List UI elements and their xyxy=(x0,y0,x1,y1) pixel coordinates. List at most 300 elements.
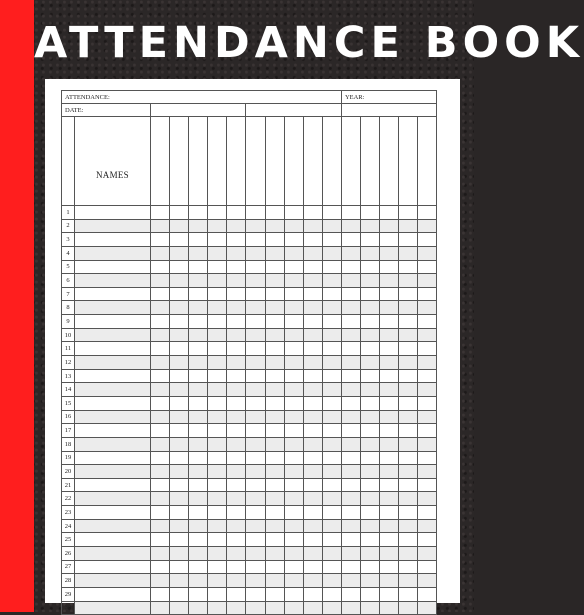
attendance-cell[interactable] xyxy=(361,206,380,220)
attendance-cell[interactable] xyxy=(361,465,380,479)
attendance-cell[interactable] xyxy=(265,519,284,533)
attendance-cell[interactable] xyxy=(380,342,399,356)
attendance-cell[interactable] xyxy=(189,587,208,601)
day-header-cell[interactable] xyxy=(418,117,437,206)
name-cell[interactable] xyxy=(75,601,151,615)
attendance-cell[interactable] xyxy=(227,287,246,301)
attendance-cell[interactable] xyxy=(170,492,189,506)
attendance-cell[interactable] xyxy=(284,328,303,342)
attendance-cell[interactable] xyxy=(227,233,246,247)
attendance-cell[interactable] xyxy=(341,206,360,220)
attendance-cell[interactable] xyxy=(303,451,322,465)
attendance-cell[interactable] xyxy=(399,587,418,601)
name-cell[interactable] xyxy=(75,560,151,574)
attendance-cell[interactable] xyxy=(265,206,284,220)
attendance-cell[interactable] xyxy=(246,396,265,410)
attendance-cell[interactable] xyxy=(265,478,284,492)
name-cell[interactable] xyxy=(75,547,151,561)
attendance-cell[interactable] xyxy=(418,206,437,220)
attendance-cell[interactable] xyxy=(170,383,189,397)
attendance-cell[interactable] xyxy=(227,478,246,492)
attendance-cell[interactable] xyxy=(284,560,303,574)
attendance-cell[interactable] xyxy=(284,410,303,424)
attendance-cell[interactable] xyxy=(399,437,418,451)
attendance-cell[interactable] xyxy=(418,233,437,247)
attendance-cell[interactable] xyxy=(227,260,246,274)
attendance-cell[interactable] xyxy=(189,383,208,397)
day-header-cell[interactable] xyxy=(380,117,399,206)
attendance-cell[interactable] xyxy=(227,587,246,601)
attendance-cell[interactable] xyxy=(227,246,246,260)
attendance-cell[interactable] xyxy=(303,369,322,383)
attendance-cell[interactable] xyxy=(227,206,246,220)
attendance-cell[interactable] xyxy=(189,206,208,220)
attendance-cell[interactable] xyxy=(399,506,418,520)
date-week-cell[interactable] xyxy=(151,104,246,117)
day-header-cell[interactable] xyxy=(151,117,170,206)
attendance-cell[interactable] xyxy=(284,342,303,356)
attendance-cell[interactable] xyxy=(399,233,418,247)
attendance-cell[interactable] xyxy=(246,574,265,588)
attendance-cell[interactable] xyxy=(227,396,246,410)
name-cell[interactable] xyxy=(75,342,151,356)
attendance-cell[interactable] xyxy=(151,424,170,438)
attendance-cell[interactable] xyxy=(322,342,341,356)
attendance-cell[interactable] xyxy=(341,328,360,342)
attendance-cell[interactable] xyxy=(284,369,303,383)
day-header-cell[interactable] xyxy=(361,117,380,206)
attendance-cell[interactable] xyxy=(151,547,170,561)
attendance-cell[interactable] xyxy=(284,301,303,315)
attendance-cell[interactable] xyxy=(380,451,399,465)
attendance-cell[interactable] xyxy=(418,328,437,342)
attendance-cell[interactable] xyxy=(284,396,303,410)
attendance-cell[interactable] xyxy=(361,478,380,492)
attendance-cell[interactable] xyxy=(322,369,341,383)
attendance-cell[interactable] xyxy=(399,383,418,397)
attendance-cell[interactable] xyxy=(208,233,227,247)
attendance-cell[interactable] xyxy=(361,492,380,506)
attendance-cell[interactable] xyxy=(399,465,418,479)
attendance-cell[interactable] xyxy=(246,356,265,370)
attendance-cell[interactable] xyxy=(208,396,227,410)
attendance-cell[interactable] xyxy=(208,356,227,370)
attendance-cell[interactable] xyxy=(399,410,418,424)
attendance-cell[interactable] xyxy=(227,424,246,438)
attendance-cell[interactable] xyxy=(380,260,399,274)
attendance-cell[interactable] xyxy=(361,342,380,356)
attendance-cell[interactable] xyxy=(380,424,399,438)
attendance-cell[interactable] xyxy=(418,587,437,601)
attendance-cell[interactable] xyxy=(303,465,322,479)
attendance-cell[interactable] xyxy=(303,315,322,329)
attendance-cell[interactable] xyxy=(208,492,227,506)
attendance-cell[interactable] xyxy=(380,506,399,520)
name-cell[interactable] xyxy=(75,396,151,410)
attendance-cell[interactable] xyxy=(303,587,322,601)
attendance-cell[interactable] xyxy=(361,451,380,465)
attendance-cell[interactable] xyxy=(284,506,303,520)
name-cell[interactable] xyxy=(75,369,151,383)
attendance-cell[interactable] xyxy=(151,301,170,315)
attendance-cell[interactable] xyxy=(361,233,380,247)
attendance-cell[interactable] xyxy=(227,315,246,329)
attendance-cell[interactable] xyxy=(361,587,380,601)
attendance-cell[interactable] xyxy=(151,574,170,588)
attendance-cell[interactable] xyxy=(418,465,437,479)
attendance-cell[interactable] xyxy=(170,451,189,465)
attendance-cell[interactable] xyxy=(303,274,322,288)
name-cell[interactable] xyxy=(75,410,151,424)
attendance-cell[interactable] xyxy=(208,219,227,233)
attendance-cell[interactable] xyxy=(246,233,265,247)
attendance-cell[interactable] xyxy=(418,274,437,288)
attendance-cell[interactable] xyxy=(246,547,265,561)
attendance-cell[interactable] xyxy=(380,301,399,315)
attendance-cell[interactable] xyxy=(208,465,227,479)
attendance-cell[interactable] xyxy=(170,574,189,588)
attendance-cell[interactable] xyxy=(246,315,265,329)
attendance-cell[interactable] xyxy=(208,301,227,315)
attendance-cell[interactable] xyxy=(208,451,227,465)
attendance-cell[interactable] xyxy=(284,519,303,533)
attendance-cell[interactable] xyxy=(303,301,322,315)
attendance-cell[interactable] xyxy=(189,478,208,492)
attendance-cell[interactable] xyxy=(170,246,189,260)
attendance-cell[interactable] xyxy=(265,547,284,561)
attendance-cell[interactable] xyxy=(208,587,227,601)
attendance-cell[interactable] xyxy=(303,342,322,356)
name-cell[interactable] xyxy=(75,437,151,451)
attendance-cell[interactable] xyxy=(189,506,208,520)
attendance-cell[interactable] xyxy=(303,478,322,492)
date-week-cell[interactable] xyxy=(341,104,436,117)
attendance-cell[interactable] xyxy=(189,233,208,247)
attendance-cell[interactable] xyxy=(322,506,341,520)
attendance-cell[interactable] xyxy=(361,601,380,615)
attendance-cell[interactable] xyxy=(341,246,360,260)
attendance-cell[interactable] xyxy=(170,260,189,274)
attendance-cell[interactable] xyxy=(418,437,437,451)
attendance-cell[interactable] xyxy=(170,519,189,533)
attendance-cell[interactable] xyxy=(303,533,322,547)
attendance-cell[interactable] xyxy=(418,260,437,274)
attendance-cell[interactable] xyxy=(227,519,246,533)
attendance-cell[interactable] xyxy=(361,260,380,274)
attendance-cell[interactable] xyxy=(322,410,341,424)
attendance-cell[interactable] xyxy=(361,383,380,397)
attendance-cell[interactable] xyxy=(322,547,341,561)
attendance-cell[interactable] xyxy=(265,383,284,397)
year-field[interactable]: YEAR: xyxy=(341,91,436,104)
attendance-cell[interactable] xyxy=(341,601,360,615)
attendance-cell[interactable] xyxy=(208,315,227,329)
attendance-cell[interactable] xyxy=(418,356,437,370)
attendance-cell[interactable] xyxy=(341,533,360,547)
attendance-cell[interactable] xyxy=(380,356,399,370)
attendance-cell[interactable] xyxy=(418,424,437,438)
attendance-cell[interactable] xyxy=(418,519,437,533)
attendance-cell[interactable] xyxy=(322,601,341,615)
attendance-cell[interactable] xyxy=(208,246,227,260)
day-header-cell[interactable] xyxy=(399,117,418,206)
attendance-cell[interactable] xyxy=(151,506,170,520)
attendance-cell[interactable] xyxy=(246,328,265,342)
attendance-cell[interactable] xyxy=(246,260,265,274)
attendance-cell[interactable] xyxy=(265,301,284,315)
attendance-cell[interactable] xyxy=(189,410,208,424)
attendance-cell[interactable] xyxy=(303,424,322,438)
attendance-cell[interactable] xyxy=(151,315,170,329)
attendance-cell[interactable] xyxy=(284,219,303,233)
attendance-cell[interactable] xyxy=(284,274,303,288)
attendance-cell[interactable] xyxy=(284,547,303,561)
attendance-cell[interactable] xyxy=(208,342,227,356)
attendance-cell[interactable] xyxy=(303,560,322,574)
attendance-cell[interactable] xyxy=(170,587,189,601)
attendance-cell[interactable] xyxy=(265,219,284,233)
attendance-cell[interactable] xyxy=(399,519,418,533)
attendance-cell[interactable] xyxy=(265,369,284,383)
attendance-cell[interactable] xyxy=(341,274,360,288)
attendance-cell[interactable] xyxy=(341,519,360,533)
attendance-cell[interactable] xyxy=(341,287,360,301)
attendance-cell[interactable] xyxy=(246,560,265,574)
attendance-cell[interactable] xyxy=(151,342,170,356)
attendance-cell[interactable] xyxy=(227,369,246,383)
attendance-cell[interactable] xyxy=(246,451,265,465)
attendance-cell[interactable] xyxy=(246,519,265,533)
attendance-cell[interactable] xyxy=(265,342,284,356)
attendance-cell[interactable] xyxy=(170,410,189,424)
attendance-cell[interactable] xyxy=(208,547,227,561)
attendance-cell[interactable] xyxy=(380,233,399,247)
attendance-cell[interactable] xyxy=(151,437,170,451)
attendance-cell[interactable] xyxy=(399,356,418,370)
attendance-cell[interactable] xyxy=(399,219,418,233)
attendance-cell[interactable] xyxy=(322,356,341,370)
attendance-cell[interactable] xyxy=(361,219,380,233)
attendance-cell[interactable] xyxy=(380,328,399,342)
attendance-cell[interactable] xyxy=(322,437,341,451)
attendance-cell[interactable] xyxy=(418,383,437,397)
attendance-cell[interactable] xyxy=(418,287,437,301)
name-cell[interactable] xyxy=(75,260,151,274)
attendance-cell[interactable] xyxy=(303,219,322,233)
day-header-cell[interactable] xyxy=(227,117,246,206)
attendance-cell[interactable] xyxy=(341,465,360,479)
attendance-cell[interactable] xyxy=(341,383,360,397)
attendance-cell[interactable] xyxy=(399,547,418,561)
attendance-cell[interactable] xyxy=(361,396,380,410)
name-cell[interactable] xyxy=(75,506,151,520)
attendance-cell[interactable] xyxy=(246,246,265,260)
attendance-cell[interactable] xyxy=(246,301,265,315)
attendance-cell[interactable] xyxy=(151,287,170,301)
attendance-cell[interactable] xyxy=(361,410,380,424)
attendance-cell[interactable] xyxy=(322,533,341,547)
attendance-cell[interactable] xyxy=(303,396,322,410)
name-cell[interactable] xyxy=(75,451,151,465)
attendance-cell[interactable] xyxy=(208,560,227,574)
attendance-cell[interactable] xyxy=(418,410,437,424)
attendance-cell[interactable] xyxy=(341,506,360,520)
attendance-cell[interactable] xyxy=(380,287,399,301)
attendance-cell[interactable] xyxy=(189,396,208,410)
attendance-cell[interactable] xyxy=(322,574,341,588)
attendance-cell[interactable] xyxy=(170,274,189,288)
attendance-cell[interactable] xyxy=(341,219,360,233)
attendance-cell[interactable] xyxy=(380,369,399,383)
attendance-cell[interactable] xyxy=(303,356,322,370)
attendance-cell[interactable] xyxy=(380,533,399,547)
attendance-cell[interactable] xyxy=(170,533,189,547)
attendance-cell[interactable] xyxy=(227,410,246,424)
attendance-cell[interactable] xyxy=(189,492,208,506)
attendance-cell[interactable] xyxy=(246,465,265,479)
name-cell[interactable] xyxy=(75,492,151,506)
attendance-cell[interactable] xyxy=(284,424,303,438)
attendance-cell[interactable] xyxy=(151,410,170,424)
attendance-cell[interactable] xyxy=(246,533,265,547)
attendance-cell[interactable] xyxy=(246,424,265,438)
attendance-cell[interactable] xyxy=(341,560,360,574)
attendance-cell[interactable] xyxy=(418,369,437,383)
attendance-cell[interactable] xyxy=(227,328,246,342)
attendance-cell[interactable] xyxy=(284,478,303,492)
attendance-cell[interactable] xyxy=(151,519,170,533)
attendance-cell[interactable] xyxy=(189,219,208,233)
attendance-cell[interactable] xyxy=(151,492,170,506)
name-cell[interactable] xyxy=(75,287,151,301)
attendance-cell[interactable] xyxy=(208,410,227,424)
attendance-cell[interactable] xyxy=(284,492,303,506)
attendance-cell[interactable] xyxy=(418,396,437,410)
attendance-cell[interactable] xyxy=(265,328,284,342)
attendance-cell[interactable] xyxy=(361,356,380,370)
attendance-cell[interactable] xyxy=(303,601,322,615)
attendance-cell[interactable] xyxy=(151,219,170,233)
attendance-cell[interactable] xyxy=(418,492,437,506)
attendance-cell[interactable] xyxy=(170,601,189,615)
attendance-cell[interactable] xyxy=(399,315,418,329)
day-header-cell[interactable] xyxy=(208,117,227,206)
attendance-cell[interactable] xyxy=(246,506,265,520)
attendance-cell[interactable] xyxy=(399,369,418,383)
attendance-cell[interactable] xyxy=(208,519,227,533)
attendance-cell[interactable] xyxy=(380,478,399,492)
attendance-cell[interactable] xyxy=(208,260,227,274)
attendance-cell[interactable] xyxy=(189,451,208,465)
name-cell[interactable] xyxy=(75,587,151,601)
attendance-cell[interactable] xyxy=(246,342,265,356)
attendance-cell[interactable] xyxy=(265,315,284,329)
attendance-cell[interactable] xyxy=(361,287,380,301)
attendance-cell[interactable] xyxy=(380,219,399,233)
attendance-cell[interactable] xyxy=(265,410,284,424)
attendance-cell[interactable] xyxy=(265,396,284,410)
attendance-cell[interactable] xyxy=(151,465,170,479)
attendance-cell[interactable] xyxy=(418,560,437,574)
attendance-cell[interactable] xyxy=(189,274,208,288)
attendance-cell[interactable] xyxy=(265,533,284,547)
name-cell[interactable] xyxy=(75,219,151,233)
attendance-cell[interactable] xyxy=(246,587,265,601)
attendance-cell[interactable] xyxy=(265,437,284,451)
name-cell[interactable] xyxy=(75,246,151,260)
attendance-cell[interactable] xyxy=(151,274,170,288)
attendance-cell[interactable] xyxy=(303,328,322,342)
name-cell[interactable] xyxy=(75,233,151,247)
attendance-cell[interactable] xyxy=(189,260,208,274)
attendance-cell[interactable] xyxy=(284,437,303,451)
attendance-cell[interactable] xyxy=(189,342,208,356)
attendance-cell[interactable] xyxy=(380,410,399,424)
attendance-cell[interactable] xyxy=(170,219,189,233)
attendance-cell[interactable] xyxy=(399,424,418,438)
attendance-cell[interactable] xyxy=(246,492,265,506)
attendance-cell[interactable] xyxy=(170,356,189,370)
attendance-cell[interactable] xyxy=(189,601,208,615)
attendance-cell[interactable] xyxy=(246,478,265,492)
attendance-cell[interactable] xyxy=(189,533,208,547)
attendance-cell[interactable] xyxy=(265,601,284,615)
attendance-cell[interactable] xyxy=(399,206,418,220)
attendance-cell[interactable] xyxy=(380,437,399,451)
attendance-cell[interactable] xyxy=(303,492,322,506)
attendance-cell[interactable] xyxy=(341,437,360,451)
attendance-cell[interactable] xyxy=(151,260,170,274)
attendance-cell[interactable] xyxy=(227,219,246,233)
attendance-cell[interactable] xyxy=(361,574,380,588)
attendance-cell[interactable] xyxy=(189,328,208,342)
attendance-cell[interactable] xyxy=(341,478,360,492)
attendance-cell[interactable] xyxy=(380,383,399,397)
attendance-cell[interactable] xyxy=(170,424,189,438)
attendance-cell[interactable] xyxy=(170,315,189,329)
attendance-cell[interactable] xyxy=(151,560,170,574)
attendance-cell[interactable] xyxy=(322,246,341,260)
attendance-cell[interactable] xyxy=(189,315,208,329)
attendance-cell[interactable] xyxy=(380,560,399,574)
attendance-cell[interactable] xyxy=(418,533,437,547)
attendance-cell[interactable] xyxy=(380,519,399,533)
attendance-cell[interactable] xyxy=(189,574,208,588)
attendance-cell[interactable] xyxy=(380,574,399,588)
attendance-cell[interactable] xyxy=(170,206,189,220)
attendance-cell[interactable] xyxy=(303,437,322,451)
attendance-cell[interactable] xyxy=(208,533,227,547)
attendance-cell[interactable] xyxy=(170,560,189,574)
attendance-cell[interactable] xyxy=(322,328,341,342)
attendance-cell[interactable] xyxy=(322,315,341,329)
attendance-cell[interactable] xyxy=(170,465,189,479)
attendance-cell[interactable] xyxy=(170,342,189,356)
attendance-cell[interactable] xyxy=(303,246,322,260)
name-cell[interactable] xyxy=(75,574,151,588)
attendance-cell[interactable] xyxy=(322,560,341,574)
attendance-cell[interactable] xyxy=(361,301,380,315)
attendance-cell[interactable] xyxy=(322,287,341,301)
attendance-cell[interactable] xyxy=(361,328,380,342)
attendance-cell[interactable] xyxy=(265,451,284,465)
name-cell[interactable] xyxy=(75,533,151,547)
attendance-cell[interactable] xyxy=(265,492,284,506)
attendance-cell[interactable] xyxy=(208,383,227,397)
attendance-cell[interactable] xyxy=(208,601,227,615)
attendance-cell[interactable] xyxy=(189,547,208,561)
attendance-cell[interactable] xyxy=(227,601,246,615)
